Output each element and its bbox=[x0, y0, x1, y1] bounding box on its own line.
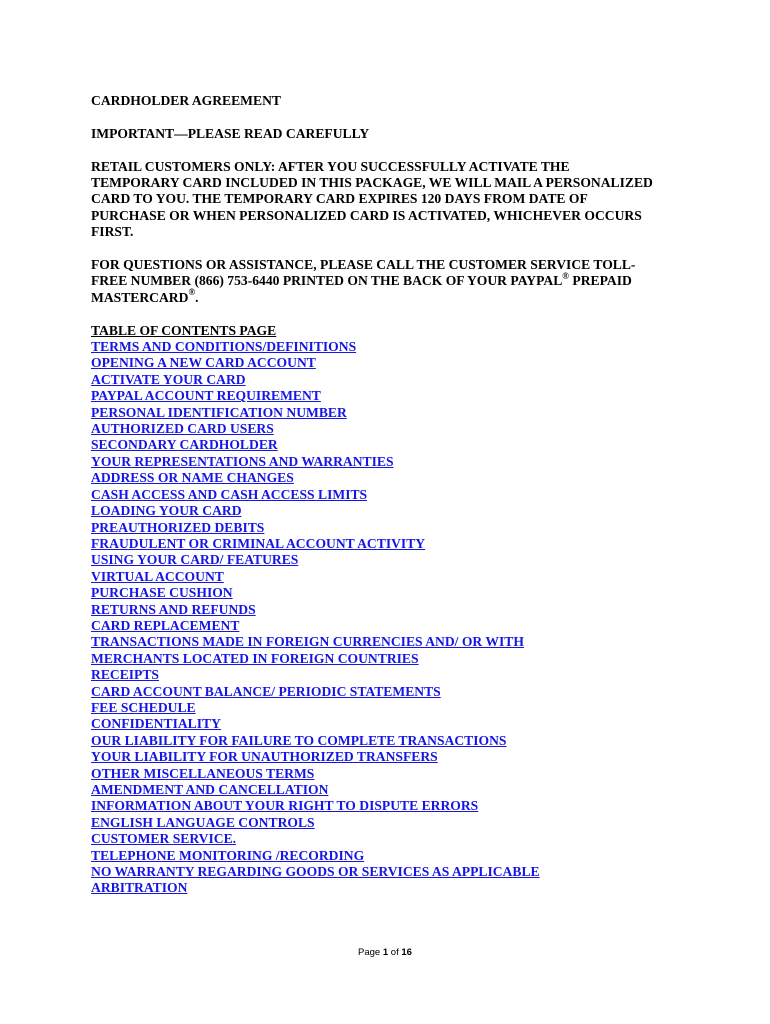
toc-link[interactable]: AMENDMENT AND CANCELLATION bbox=[91, 782, 329, 797]
toc-link[interactable]: FEE SCHEDULE bbox=[91, 699, 196, 715]
toc-link[interactable]: FRAUDULENT OR CRIMINAL ACCOUNT ACTIVITY bbox=[91, 535, 426, 551]
period: . bbox=[195, 289, 199, 305]
toc-link[interactable]: PREAUTHORIZED DEBITS bbox=[91, 519, 265, 535]
questions-text: PREPAID bbox=[569, 273, 632, 289]
toc-link[interactable]: ADDRESS OR NAME CHANGES bbox=[91, 470, 294, 486]
toc-link[interactable]: RECEIPTS bbox=[91, 667, 159, 683]
toc-link[interactable]: PAYPAL ACCOUNT REQUIREMENT bbox=[91, 388, 321, 404]
toc-link[interactable]: CARD REPLACEMENT bbox=[91, 617, 240, 633]
registered-mark: ® bbox=[562, 270, 569, 281]
document-title: CARDHOLDER AGREEMENT bbox=[91, 93, 281, 108]
toc-link[interactable]: INFORMATION ABOUT YOUR RIGHT TO DISPUTE ERRORS bbox=[91, 798, 479, 814]
retail-line: CARD TO YOU. THE TEMPORARY CARD EXPIRES 120 DAYS FROM DATE OF bbox=[91, 191, 588, 207]
toc-link[interactable]: NO WARRANTY REGARDING GOODS OR SERVICES AS APPLICABLE bbox=[91, 864, 540, 880]
toc-link[interactable]: ENGLISH LANGUAGE CONTROLS bbox=[91, 814, 315, 830]
toc-link[interactable]: YOUR LIABILITY FOR UNAUTHORIZED TRANSFERS bbox=[91, 749, 438, 765]
retail-line: TEMPORARY CARD INCLUDED IN THIS PACKAGE, WE WILL MAIL A PERSONALIZED bbox=[91, 175, 653, 190]
toc-link[interactable]: PURCHASE CUSHION bbox=[91, 585, 233, 601]
page-word: Page bbox=[358, 947, 381, 958]
toc-link[interactable]: TELEPHONE MONITORING /RECORDING bbox=[91, 847, 365, 863]
toc-link[interactable]: RETURNS AND REFUNDS bbox=[91, 601, 256, 617]
toc-link[interactable]: OTHER MISCELLANEOUS TERMS bbox=[91, 765, 315, 781]
toc-title: TABLE OF CONTENTS PAGE bbox=[91, 322, 277, 338]
questions-text: MASTERCARD bbox=[91, 289, 189, 305]
questions-line: FOR QUESTIONS OR ASSISTANCE, PLEASE CALL THE CUSTOMER SERVICE TOLL- bbox=[91, 257, 636, 273]
retail-paragraph bbox=[91, 159, 691, 241]
toc-link[interactable]: TERMS AND CONDITIONS/DEFINITIONS bbox=[91, 339, 357, 355]
toc-link[interactable]: CARD ACCOUNT BALANCE/ PERIODIC STATEMENTS bbox=[91, 683, 441, 699]
questions-line bbox=[91, 270, 691, 289]
questions-text: FREE NUMBER (866) 753-6440 PRINTED ON THE BACK OF YOUR PAYPAL bbox=[91, 273, 563, 289]
toc-link[interactable]: ARBITRATION bbox=[91, 880, 188, 896]
toc-link[interactable]: CASH ACCESS AND CASH ACCESS LIMITS bbox=[91, 486, 368, 502]
toc-link[interactable]: AUTHORIZED CARD USERS bbox=[91, 421, 274, 437]
of-word: of bbox=[390, 947, 399, 958]
toc-link[interactable]: CONFIDENTIALITY bbox=[91, 716, 221, 732]
toc-link[interactable]: LOADING YOUR CARD bbox=[91, 503, 242, 519]
retail-line: PURCHASE OR WHEN PERSONALIZED CARD IS ACTIVATED, WHICHEVER OCCURS bbox=[91, 207, 642, 223]
toc-link[interactable]: PERSONAL IDENTIFICATION NUMBER bbox=[91, 404, 347, 420]
toc-link[interactable]: MERCHANTS LOCATED IN FOREIGN COUNTRIES bbox=[91, 650, 419, 666]
toc-link[interactable]: VIRTUAL ACCOUNT bbox=[91, 568, 224, 584]
page-footer bbox=[0, 947, 770, 958]
current-page: 1 bbox=[382, 947, 389, 958]
toc-link[interactable]: OPENING A NEW CARD ACCOUNT bbox=[91, 355, 316, 371]
toc-link[interactable]: ACTIVATE YOUR CARD bbox=[91, 371, 246, 387]
document-body bbox=[91, 93, 691, 897]
toc-link[interactable]: SECONDARY CARDHOLDER bbox=[91, 437, 278, 453]
retail-line: FIRST. bbox=[91, 224, 134, 240]
toc-link[interactable]: USING YOUR CARD/ FEATURES bbox=[91, 552, 299, 568]
retail-line: RETAIL CUSTOMERS ONLY: AFTER YOU SUCCESSFULLY ACTIVATE THE bbox=[91, 158, 570, 174]
important-notice: IMPORTANT—PLEASE READ CAREFULLY bbox=[91, 125, 370, 141]
total-pages: 16 bbox=[401, 947, 412, 958]
registered-mark: ® bbox=[188, 287, 196, 298]
questions-paragraph bbox=[91, 257, 691, 306]
toc-link[interactable]: OUR LIABILITY FOR FAILURE TO COMPLETE TRANSACTIONS bbox=[91, 732, 507, 748]
questions-line bbox=[91, 287, 691, 306]
toc-link[interactable]: TRANSACTIONS MADE IN FOREIGN CURRENCIES AND/ OR WITH bbox=[91, 634, 524, 650]
toc-link[interactable]: YOUR REPRESENTATIONS AND WARRANTIES bbox=[91, 453, 394, 469]
toc-list bbox=[91, 339, 691, 897]
toc-link[interactable]: CUSTOMER SERVICE. bbox=[91, 831, 237, 847]
